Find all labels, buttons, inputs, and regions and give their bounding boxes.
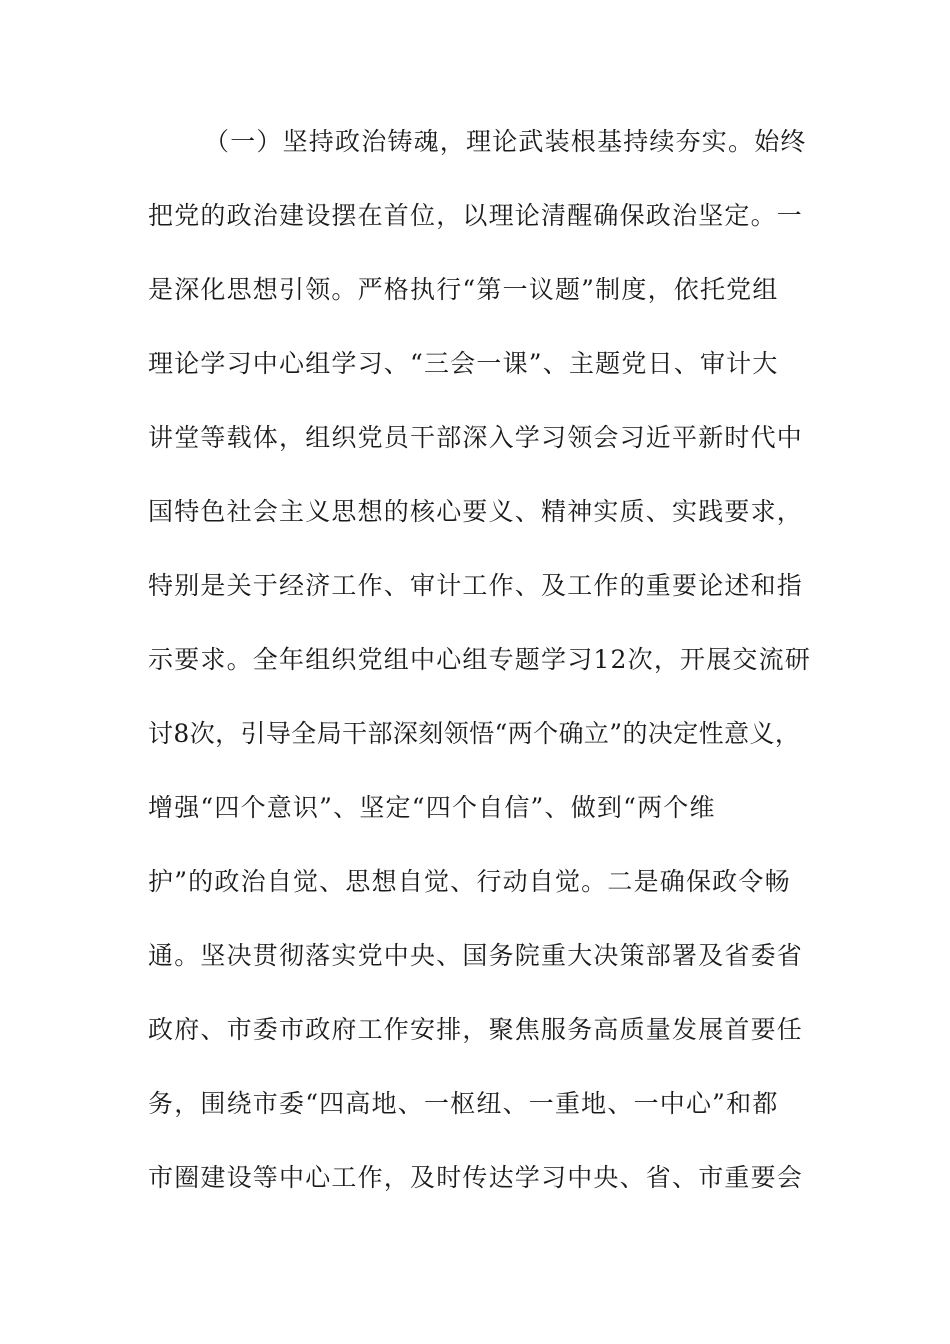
paragraph-line-4: 理论学习中心组学习、“三会一课”、主题党日、审计大 <box>148 349 779 378</box>
paragraph-line-14: 务，围绕市委“四高地、一枢纽、一重地、一中心”和都 <box>148 1089 779 1118</box>
paragraph-line-3: 是深化思想引领。严格执行“第一议题”制度，依托党组 <box>148 275 779 304</box>
paragraph-line-12: 通。坚决贯彻落实党中央、国务院重大决策部署及省委省 <box>148 941 804 970</box>
paragraph-line-2: 把党的政治建设摆在首位，以理论清醒确保政治坚定。一 <box>148 201 804 230</box>
paragraph-line-8: 示要求。全年组织党组中心组专题学习12次，开展交流研 <box>148 645 812 674</box>
paragraph-line-15: 市圈建设等中心工作，及时传达学习中央、省、市重要会 <box>148 1163 804 1192</box>
paragraph-line-10: 增强“四个意识”、坚定“四个自信”、做到“两个维 <box>148 793 716 822</box>
paragraph-line-7: 特别是关于经济工作、审计工作、及工作的重要论述和指 <box>148 571 804 600</box>
paragraph-line-13: 政府、市委市政府工作安排，聚焦服务高质量发展首要任 <box>148 1015 804 1044</box>
paragraph-line-1: （一）坚持政治铸魂，理论武装根基持续夯实。始终 <box>204 127 807 156</box>
paragraph-line-11: 护”的政治自觉、思想自觉、行动自觉。二是确保政令畅 <box>148 867 791 896</box>
paragraph-line-9: 讨8次，引导全局干部深刻领悟“两个确立”的决定性意义， <box>148 719 801 748</box>
paragraph-line-6: 国特色社会主义思想的核心要义、精神实质、实践要求， <box>148 497 804 526</box>
paragraph-line-5: 讲堂等载体，组织党员干部深入学习领会习近平新时代中 <box>148 423 804 452</box>
